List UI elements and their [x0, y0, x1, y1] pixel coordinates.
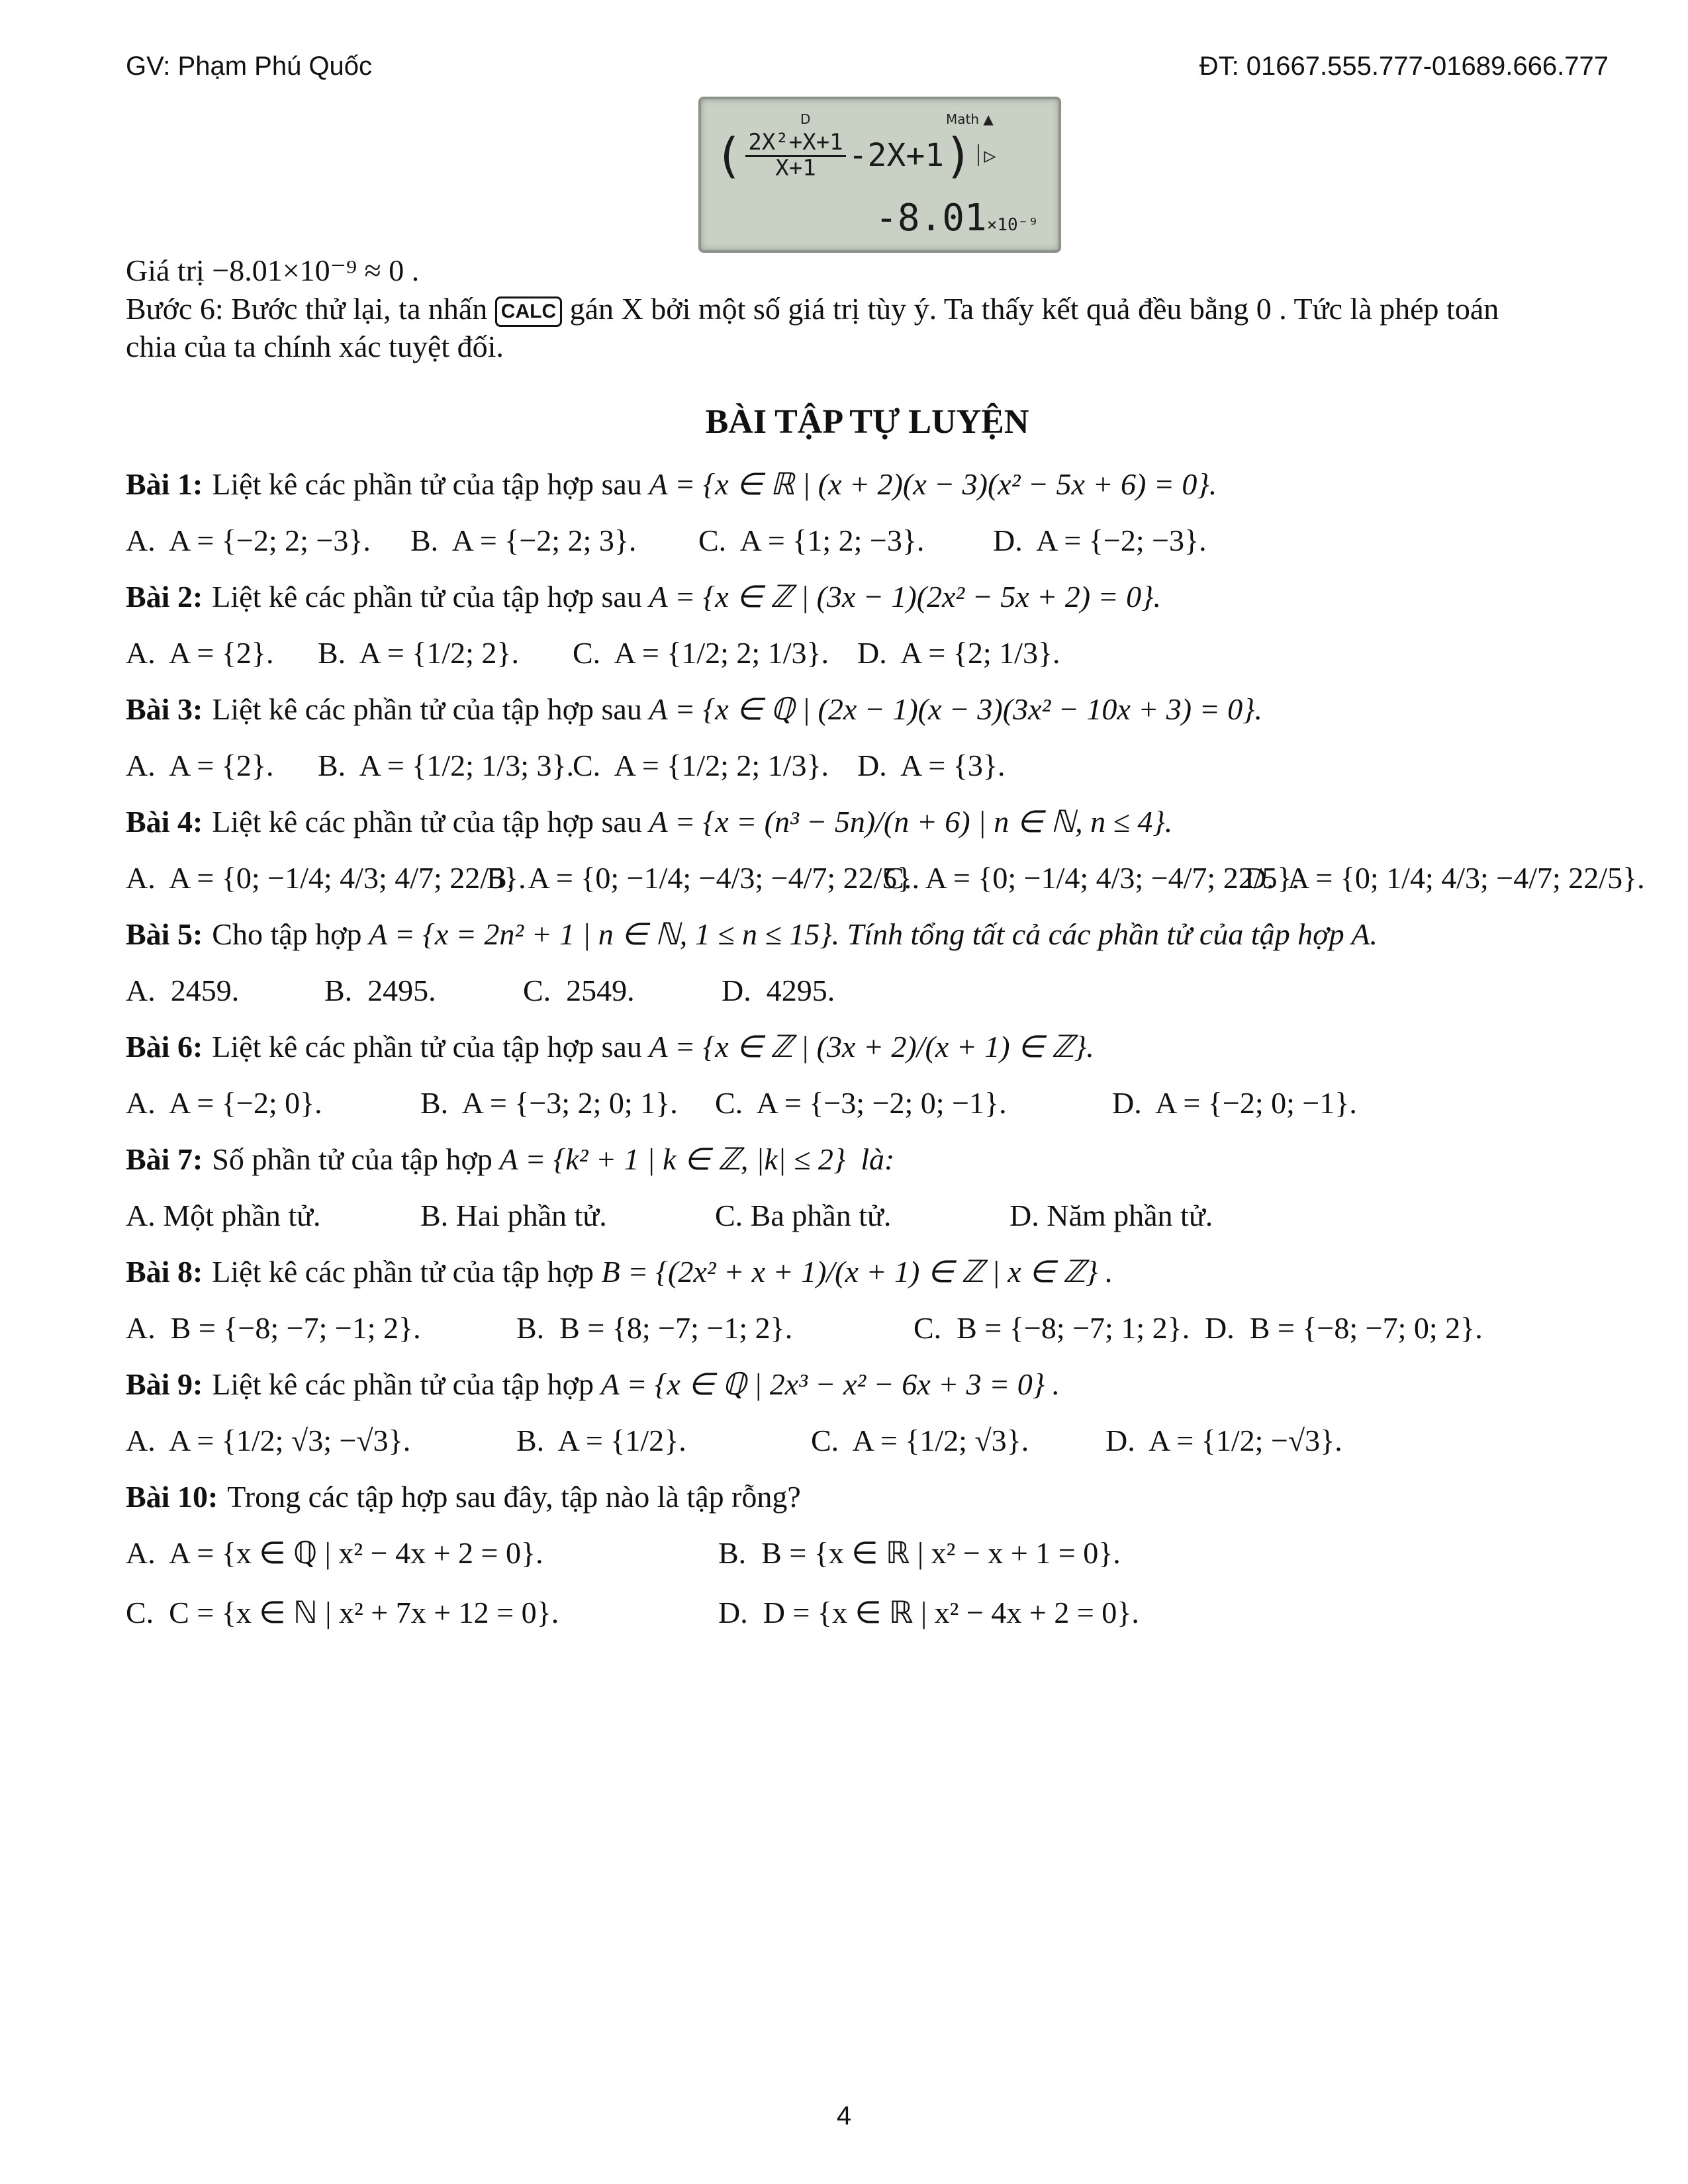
- problem-math: A = {x = 2n² + 1 | n ∈ ℕ, 1 ≤ n ≤ 15}. Tính tổng tất cả các phần tử của tập hợp A.: [361, 917, 1378, 951]
- problem-text: Liệt kê các phần tử của tập hợp: [212, 1367, 594, 1401]
- problem-1-options: [126, 511, 1609, 570]
- option-b: B. 2495.: [324, 973, 436, 1007]
- problem-1: [126, 458, 1609, 511]
- intro-line-2: [126, 290, 1609, 328]
- intro-line-2-a: Bước 6: Bước thử lại, ta nhấn: [126, 291, 495, 326]
- page-content: [126, 251, 1645, 1643]
- option-c: C. B = {−8; −7; 1; 2}.: [914, 1310, 1190, 1345]
- problem-math: A = {x = (n³ − 5n)/(n + 6) | n ∈ ℕ, n ≤ 4}.: [641, 804, 1173, 839]
- option-d: D. 4295.: [722, 973, 835, 1007]
- problem-text: Liệt kê các phần tử của tập hợp sau: [212, 467, 642, 501]
- problem-label: Bài 3:: [126, 692, 203, 726]
- problem-2: [126, 570, 1609, 623]
- option-c: C. A = {0; −1/4; 4/3; −4/7; 22/5}.: [884, 860, 1300, 895]
- option-d: D. A = {3}.: [857, 748, 1006, 782]
- option-b: B. A = {1/2}.: [516, 1423, 686, 1457]
- open-bracket: (: [714, 128, 743, 184]
- intro-line-1: Giá trị −8.01×10⁻⁹ ≈ 0 .: [126, 253, 420, 287]
- option-a: A. A = {0; −1/4; 4/3; 4/7; 22/5}.: [126, 860, 526, 895]
- problem-text: Liệt kê các phần tử của tập hợp sau: [212, 1029, 642, 1064]
- option-b: B. B = {x ∈ ℝ | x² − x + 1 = 0}.: [718, 1535, 1121, 1570]
- problem-math: A = {x ∈ ℤ | (3x − 1)(2x² − 5x + 2) = 0}.: [641, 579, 1161, 614]
- option-d: D. Năm phần tử.: [1009, 1198, 1213, 1232]
- problem-3: [126, 683, 1609, 736]
- problem-math: B = {(2x² + x + 1)/(x + 1) ∈ ℤ | x ∈ ℤ} .: [594, 1254, 1113, 1289]
- problem-text: Liệt kê các phần tử của tập hợp: [212, 1254, 594, 1289]
- problem-text: Số phần tử của tập hợp: [212, 1142, 492, 1176]
- problem-5-options: [126, 961, 1609, 1021]
- problem-math: A = {x ∈ ℝ | (x + 2)(x − 3)(x² − 5x + 6) = 0}.: [641, 467, 1217, 501]
- problem-text: Trong các tập hợp sau đây, tập nào là tập rỗng?: [227, 1479, 801, 1514]
- intro-line-2-b: gán X bởi một số giá trị tùy ý. Ta thấy kết quả đều bằng 0 . Tức là phép toán: [562, 291, 1499, 326]
- option-b: B. A = {−2; 2; 3}.: [410, 523, 637, 557]
- problem-label: Bài 9:: [126, 1367, 203, 1401]
- problem-text: Liệt kê các phần tử của tập hợp sau: [212, 692, 642, 726]
- option-c: C. A = {1; 2; −3}.: [698, 523, 925, 557]
- problem-6-options: [126, 1073, 1609, 1133]
- calculator-tail: -2X+1: [848, 137, 945, 175]
- problem-text: Cho tập hợp: [212, 917, 362, 951]
- problem-2-options: [126, 623, 1609, 683]
- cursor-icon: ⏐▷: [972, 144, 996, 167]
- problem-label: Bài 1:: [126, 467, 203, 501]
- option-c: C. A = {1/2; 2; 1/3}.: [573, 635, 829, 670]
- close-bracket: ): [944, 128, 973, 184]
- option-c: C. Ba phần tử.: [715, 1198, 892, 1232]
- problem-label: Bài 2:: [126, 579, 203, 614]
- problem-text: Liệt kê các phần tử của tập hợp sau: [212, 579, 642, 614]
- option-a: A. A = {−2; 2; −3}.: [126, 523, 371, 557]
- option-a: A. A = {x ∈ ℚ | x² − 4x + 2 = 0}.: [126, 1535, 543, 1570]
- problem-label: Bài 4:: [126, 804, 203, 839]
- problem-7: [126, 1133, 1609, 1186]
- calc-key-icon: CALC: [495, 296, 562, 327]
- problem-4: [126, 796, 1609, 848]
- page-number: 4: [836, 2101, 852, 2130]
- problem-label: Bài 5:: [126, 917, 203, 951]
- option-b: B. A = {1/2; 1/3; 3}.: [318, 748, 575, 782]
- option-c: C. C = {x ∈ ℕ | x² + 7x + 12 = 0}.: [126, 1595, 559, 1629]
- problem-math: A = {x ∈ ℚ | (2x − 1)(x − 3)(3x² − 10x + 3) = 0}.: [641, 692, 1263, 726]
- option-d: D. A = {0; 1/4; 4/3; −4/7; 22/5}.: [1244, 860, 1645, 895]
- option-d: D. A = {−2; −3}.: [993, 523, 1207, 557]
- problem-label: Bài 8:: [126, 1254, 203, 1289]
- page-header: [126, 52, 1609, 91]
- option-c: C. A = {1/2; 2; 1/3}.: [573, 748, 829, 782]
- option-c: C. A = {−3; −2; 0; −1}.: [715, 1085, 1007, 1120]
- option-b: B. Hai phần tử.: [420, 1198, 607, 1232]
- calculator-fraction: [745, 131, 845, 180]
- option-a: A. Một phần tử.: [126, 1198, 321, 1232]
- option-a: A. B = {−8; −7; −1; 2}.: [126, 1310, 421, 1345]
- option-c: C. 2549.: [523, 973, 635, 1007]
- problem-text: Liệt kê các phần tử của tập hợp sau: [212, 804, 642, 839]
- problem-label: Bài 6:: [126, 1029, 203, 1064]
- problem-8: [126, 1246, 1609, 1298]
- option-b: B. B = {8; −7; −1; 2}.: [516, 1310, 793, 1345]
- option-d: D. A = {−2; 0; −1}.: [1112, 1085, 1357, 1120]
- problem-label: Bài 10:: [126, 1479, 218, 1514]
- option-a: A. A = {2}.: [126, 635, 274, 670]
- problem-5: [126, 908, 1609, 961]
- section-title: BÀI TẬP TỰ LUYỆN: [705, 402, 1029, 441]
- author-label: GV: Phạm Phú Quốc: [126, 52, 373, 81]
- option-d: D. A = {1/2; −√3}.: [1105, 1423, 1342, 1457]
- problem-10: [126, 1471, 1609, 1524]
- problem-6: [126, 1021, 1609, 1073]
- calculator-math-indicator: Math ▲: [946, 111, 994, 127]
- intro-line-3: chia của ta chính xác tuyệt đối.: [126, 330, 504, 363]
- problem-math: A = {x ∈ ℤ | (3x + 2)/(x + 1) ∈ ℤ}.: [641, 1029, 1094, 1064]
- problem-9-options: [126, 1411, 1609, 1471]
- problem-math: A = {x ∈ ℚ | 2x³ − x² − 6x + 3 = 0} .: [594, 1367, 1060, 1401]
- problem-3-options: [126, 736, 1609, 796]
- option-a: A. 2459.: [126, 973, 240, 1007]
- option-d: D. B = {−8; −7; 0; 2}.: [1205, 1310, 1483, 1345]
- problem-10-options-row-2: [126, 1583, 1609, 1643]
- calculator-denominator: X+1: [775, 154, 816, 181]
- calculator-result: [875, 197, 1039, 240]
- calculator-screenshot: [698, 97, 1061, 253]
- calculator-result-exponent: ×10⁻⁹: [986, 215, 1039, 235]
- option-a: A. A = {1/2; √3; −√3}.: [126, 1423, 411, 1457]
- phone-label: ĐT: 01667.555.777-01689.666.777: [1199, 52, 1609, 81]
- option-b: B. A = {1/2; 2}.: [318, 635, 519, 670]
- option-b: B. A = {−3; 2; 0; 1}.: [420, 1085, 678, 1120]
- calculator-numerator: 2X²+X+1: [745, 131, 845, 157]
- problem-9: [126, 1358, 1609, 1411]
- problem-label: Bài 7:: [126, 1142, 203, 1176]
- calculator-d-indicator: D: [800, 111, 811, 127]
- option-c: C. A = {1/2; √3}.: [811, 1423, 1029, 1457]
- option-d: D. D = {x ∈ ℝ | x² − 4x + 2 = 0}.: [718, 1595, 1139, 1629]
- option-d: D. A = {2; 1/3}.: [857, 635, 1060, 670]
- calculator-result-value: -8.01: [875, 197, 987, 240]
- problem-math: A = {k² + 1 | k ∈ ℤ, |k| ≤ 2} là:: [492, 1142, 895, 1176]
- problem-4-options: [126, 848, 1645, 908]
- option-a: A. A = {−2; 0}.: [126, 1085, 322, 1120]
- problem-7-options: [126, 1186, 1609, 1246]
- option-a: A. A = {2}.: [126, 748, 274, 782]
- option-b: B. A = {0; −1/4; −4/3; −4/7; 22/5}.: [487, 860, 919, 895]
- problem-10-options-row-1: [126, 1524, 1609, 1583]
- problem-8-options: [126, 1298, 1609, 1358]
- calculator-expression: [714, 128, 996, 184]
